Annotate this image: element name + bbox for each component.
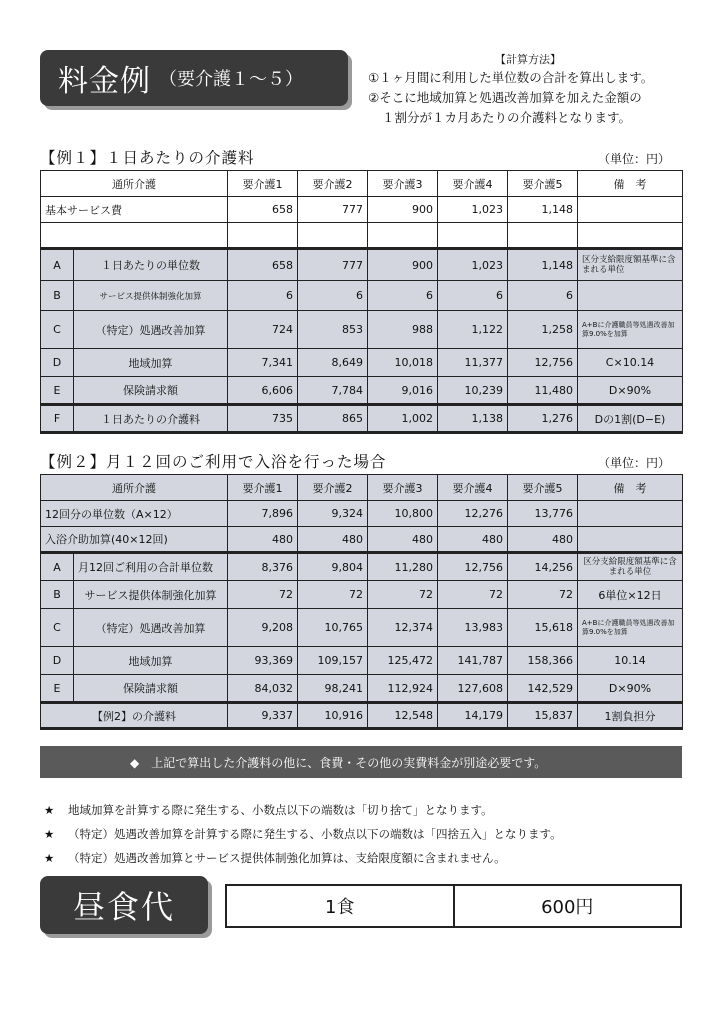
value-cell: 72 — [228, 581, 298, 609]
table-row — [41, 501, 683, 527]
row-label: 基本サービス費 — [41, 197, 228, 223]
table-row-d — [41, 349, 683, 377]
note-text: 地域加算を計算する際に発生する、小数点以下の端数は「切り捨て」となります。 — [68, 803, 493, 817]
value-cell: 141,787 — [438, 647, 508, 675]
table-row — [41, 197, 683, 223]
value-cell: 1,258 — [508, 311, 578, 349]
value-cell: 735 — [228, 405, 298, 433]
header-cell: 要介護4 — [438, 475, 508, 501]
header-cell: 要介護2 — [298, 171, 368, 197]
row-key: E — [41, 675, 74, 703]
value-cell: 8,649 — [298, 349, 368, 377]
table-header-row — [41, 171, 683, 197]
value-cell: 7,896 — [228, 501, 298, 527]
row-key: E — [41, 377, 74, 405]
empty-cell — [368, 223, 438, 249]
note-cell: 10.14 — [578, 647, 683, 675]
header-cell: 要介護4 — [438, 171, 508, 197]
note-cell: Dの1割(D−E) — [578, 405, 683, 433]
row-label: １日あたりの介護料 — [74, 405, 228, 433]
page-subtitle: （要介護１～５） — [159, 69, 303, 90]
value-cell: 72 — [368, 581, 438, 609]
example1-table — [40, 170, 683, 434]
row-label: 保険請求額 — [74, 675, 228, 703]
lunch-price-box — [225, 884, 682, 928]
value-cell: 1,002 — [368, 405, 438, 433]
note-cell — [578, 281, 683, 311]
calculation-line: ②そこに地域加算と処遇改善加算を加えた金額の — [368, 90, 642, 105]
row-label: サービス提供体制強化加算 — [74, 581, 228, 609]
value-cell: 1,122 — [438, 311, 508, 349]
row-key: C — [41, 609, 74, 647]
note-item — [44, 846, 562, 870]
table-header-row — [41, 475, 683, 501]
table-row-d — [41, 647, 683, 675]
row-key: F — [41, 405, 74, 433]
value-cell: 1,276 — [508, 405, 578, 433]
example2-title: 【例２】月１２回のご利用で入浴を行った場合 — [40, 453, 387, 471]
calculation-heading: 【計算方法】 — [495, 53, 561, 66]
value-cell: 865 — [298, 405, 368, 433]
value-cell: 11,377 — [438, 349, 508, 377]
value-cell: 1,023 — [438, 249, 508, 281]
value-cell: 125,472 — [368, 647, 438, 675]
value-cell: 98,241 — [298, 675, 368, 703]
value-cell: 6,606 — [228, 377, 298, 405]
value-cell: 8,376 — [228, 553, 298, 581]
header-cell: 要介護2 — [298, 475, 368, 501]
header-cell: 要介護5 — [508, 475, 578, 501]
row-label: 保険請求額 — [74, 377, 228, 405]
value-cell: 112,924 — [368, 675, 438, 703]
calculation-line: １割分が１カ月あたりの介護料となります。 — [382, 110, 632, 125]
value-cell: 480 — [298, 527, 368, 553]
table-row-b — [41, 581, 683, 609]
row-key: B — [41, 281, 74, 311]
value-cell: 480 — [228, 527, 298, 553]
note-cell: D×90% — [578, 675, 683, 703]
value-cell: 15,837 — [508, 703, 578, 729]
empty-cell — [508, 223, 578, 249]
note-item — [44, 798, 562, 822]
row-label: 入浴介助加算(40×12回) — [41, 527, 228, 553]
row-label: 地域加算 — [74, 647, 228, 675]
value-cell: 480 — [368, 527, 438, 553]
table-row-f — [41, 405, 683, 433]
star-icon: ★ — [44, 803, 55, 817]
value-cell: 658 — [228, 197, 298, 223]
value-cell: 777 — [298, 197, 368, 223]
value-cell: 12,756 — [508, 349, 578, 377]
row-label: １日あたりの単位数 — [74, 249, 228, 281]
lunch-price: 600円 — [541, 897, 594, 918]
star-icon: ★ — [44, 827, 55, 841]
value-cell: 11,280 — [368, 553, 438, 581]
value-cell: 900 — [368, 197, 438, 223]
value-cell: 72 — [298, 581, 368, 609]
value-cell: 12,276 — [438, 501, 508, 527]
example2-unit: （単位：円） — [597, 456, 670, 470]
note-item — [44, 822, 562, 846]
value-cell: 10,018 — [368, 349, 438, 377]
value-cell: 12,756 — [438, 553, 508, 581]
page-title-box — [40, 50, 348, 106]
value-cell: 6 — [298, 281, 368, 311]
row-label: 月12回ご利用の合計単位数 — [74, 553, 228, 581]
note-cell: D×90% — [578, 377, 683, 405]
row-label: 【例2】の介護料 — [41, 703, 228, 729]
calculation-method — [368, 52, 688, 128]
lunch-quantity: 1食 — [227, 886, 455, 926]
note-cell — [578, 501, 683, 527]
value-cell: 72 — [508, 581, 578, 609]
value-cell: 6 — [438, 281, 508, 311]
empty-cell — [41, 223, 228, 249]
value-cell: 127,608 — [438, 675, 508, 703]
value-cell: 900 — [368, 249, 438, 281]
value-cell: 7,341 — [228, 349, 298, 377]
header-cell: 備 考 — [578, 475, 683, 501]
note-cell: A+Bに介護職員等処遇改善加算9.0%を加算 — [578, 609, 683, 647]
row-label: （特定）処遇改善加算 — [74, 311, 228, 349]
value-cell: 72 — [438, 581, 508, 609]
value-cell: 1,138 — [438, 405, 508, 433]
calculation-line: ①１ヶ月間に利用した単位数の合計を算出します。 — [368, 70, 654, 85]
table-row-a — [41, 553, 683, 581]
value-cell: 9,208 — [228, 609, 298, 647]
row-key: C — [41, 311, 74, 349]
row-label: サービス提供体制強化加算 — [74, 281, 228, 311]
value-cell: 10,765 — [298, 609, 368, 647]
value-cell: 6 — [508, 281, 578, 311]
table-row-b — [41, 281, 683, 311]
value-cell: 777 — [298, 249, 368, 281]
value-cell: 14,256 — [508, 553, 578, 581]
value-cell: 724 — [228, 311, 298, 349]
note-text: （特定）処遇改善加算を計算する際に発生する、小数点以下の端数は「四捨五入」となります。 — [68, 827, 562, 841]
value-cell: 14,179 — [438, 703, 508, 729]
value-cell: 1,023 — [438, 197, 508, 223]
note-cell — [578, 197, 683, 223]
note-text: （特定）処遇改善加算とサービス提供体制強化加算は、支給限度額に含まれません。 — [68, 851, 506, 865]
note-cell: 6単位×12日 — [578, 581, 683, 609]
row-key: B — [41, 581, 74, 609]
note-cell: A+Bに介護職員等処遇改善加算9.0%を加算 — [578, 311, 683, 349]
row-label: （特定）処遇改善加算 — [74, 609, 228, 647]
value-cell: 10,916 — [298, 703, 368, 729]
example2-table — [40, 474, 683, 730]
table-row-e — [41, 675, 683, 703]
example1-title: 【例１】１日あたりの介護料 — [40, 149, 255, 167]
header-cell: 通所介護 — [41, 171, 228, 197]
empty-cell — [298, 223, 368, 249]
row-label: 12回分の単位数（A×12） — [41, 501, 228, 527]
table-row-c — [41, 609, 683, 647]
value-cell: 9,337 — [228, 703, 298, 729]
row-key: D — [41, 647, 74, 675]
value-cell: 13,776 — [508, 501, 578, 527]
empty-cell — [438, 223, 508, 249]
value-cell: 11,480 — [508, 377, 578, 405]
header-cell: 要介護1 — [228, 475, 298, 501]
empty-cell — [228, 223, 298, 249]
header-cell: 要介護3 — [368, 171, 438, 197]
table-row-e — [41, 377, 683, 405]
value-cell: 10,239 — [438, 377, 508, 405]
empty-cell — [578, 223, 683, 249]
header-cell: 要介護1 — [228, 171, 298, 197]
table-row-empty — [41, 223, 683, 249]
row-key: A — [41, 553, 74, 581]
page-title: 料金例 — [58, 64, 151, 99]
row-key: A — [41, 249, 74, 281]
row-key: D — [41, 349, 74, 377]
table-row-total — [41, 703, 683, 729]
value-cell: 142,529 — [508, 675, 578, 703]
lunch-title: 昼食代 — [72, 888, 175, 926]
value-cell: 12,548 — [368, 703, 438, 729]
notes-list — [44, 798, 562, 870]
value-cell: 93,369 — [228, 647, 298, 675]
value-cell: 658 — [228, 249, 298, 281]
value-cell: 10,800 — [368, 501, 438, 527]
value-cell: 7,784 — [298, 377, 368, 405]
example1-unit: （単位：円） — [597, 152, 670, 166]
note-cell: 1割負担分 — [578, 703, 683, 729]
table-row — [41, 527, 683, 553]
value-cell: 158,366 — [508, 647, 578, 675]
value-cell: 109,157 — [298, 647, 368, 675]
value-cell: 84,032 — [228, 675, 298, 703]
header-cell: 備 考 — [578, 171, 683, 197]
value-cell: 853 — [298, 311, 368, 349]
header-cell: 要介護3 — [368, 475, 438, 501]
table-row-a — [41, 249, 683, 281]
star-icon: ★ — [44, 851, 55, 865]
notice-banner: ◆ 上記で算出した介護料の他に、食費・その他の実費料金が別途必要です。 — [40, 746, 682, 778]
value-cell: 988 — [368, 311, 438, 349]
value-cell: 9,804 — [298, 553, 368, 581]
value-cell: 1,148 — [508, 249, 578, 281]
value-cell: 9,016 — [368, 377, 438, 405]
value-cell: 6 — [228, 281, 298, 311]
row-label: 地域加算 — [74, 349, 228, 377]
lunch-title-box — [40, 876, 208, 934]
header-cell: 通所介護 — [41, 475, 228, 501]
note-cell — [578, 527, 683, 553]
value-cell: 480 — [508, 527, 578, 553]
header-cell: 要介護5 — [508, 171, 578, 197]
table-row-c — [41, 311, 683, 349]
note-cell: 区分支給限度額基準に含まれる単位 — [578, 249, 683, 281]
value-cell: 13,983 — [438, 609, 508, 647]
note-cell: 区分支給限度額基準に含まれる単位 — [578, 553, 683, 581]
value-cell: 480 — [438, 527, 508, 553]
value-cell: 9,324 — [298, 501, 368, 527]
value-cell: 15,618 — [508, 609, 578, 647]
note-cell: C×10.14 — [578, 349, 683, 377]
value-cell: 12,374 — [368, 609, 438, 647]
value-cell: 1,148 — [508, 197, 578, 223]
value-cell: 6 — [368, 281, 438, 311]
